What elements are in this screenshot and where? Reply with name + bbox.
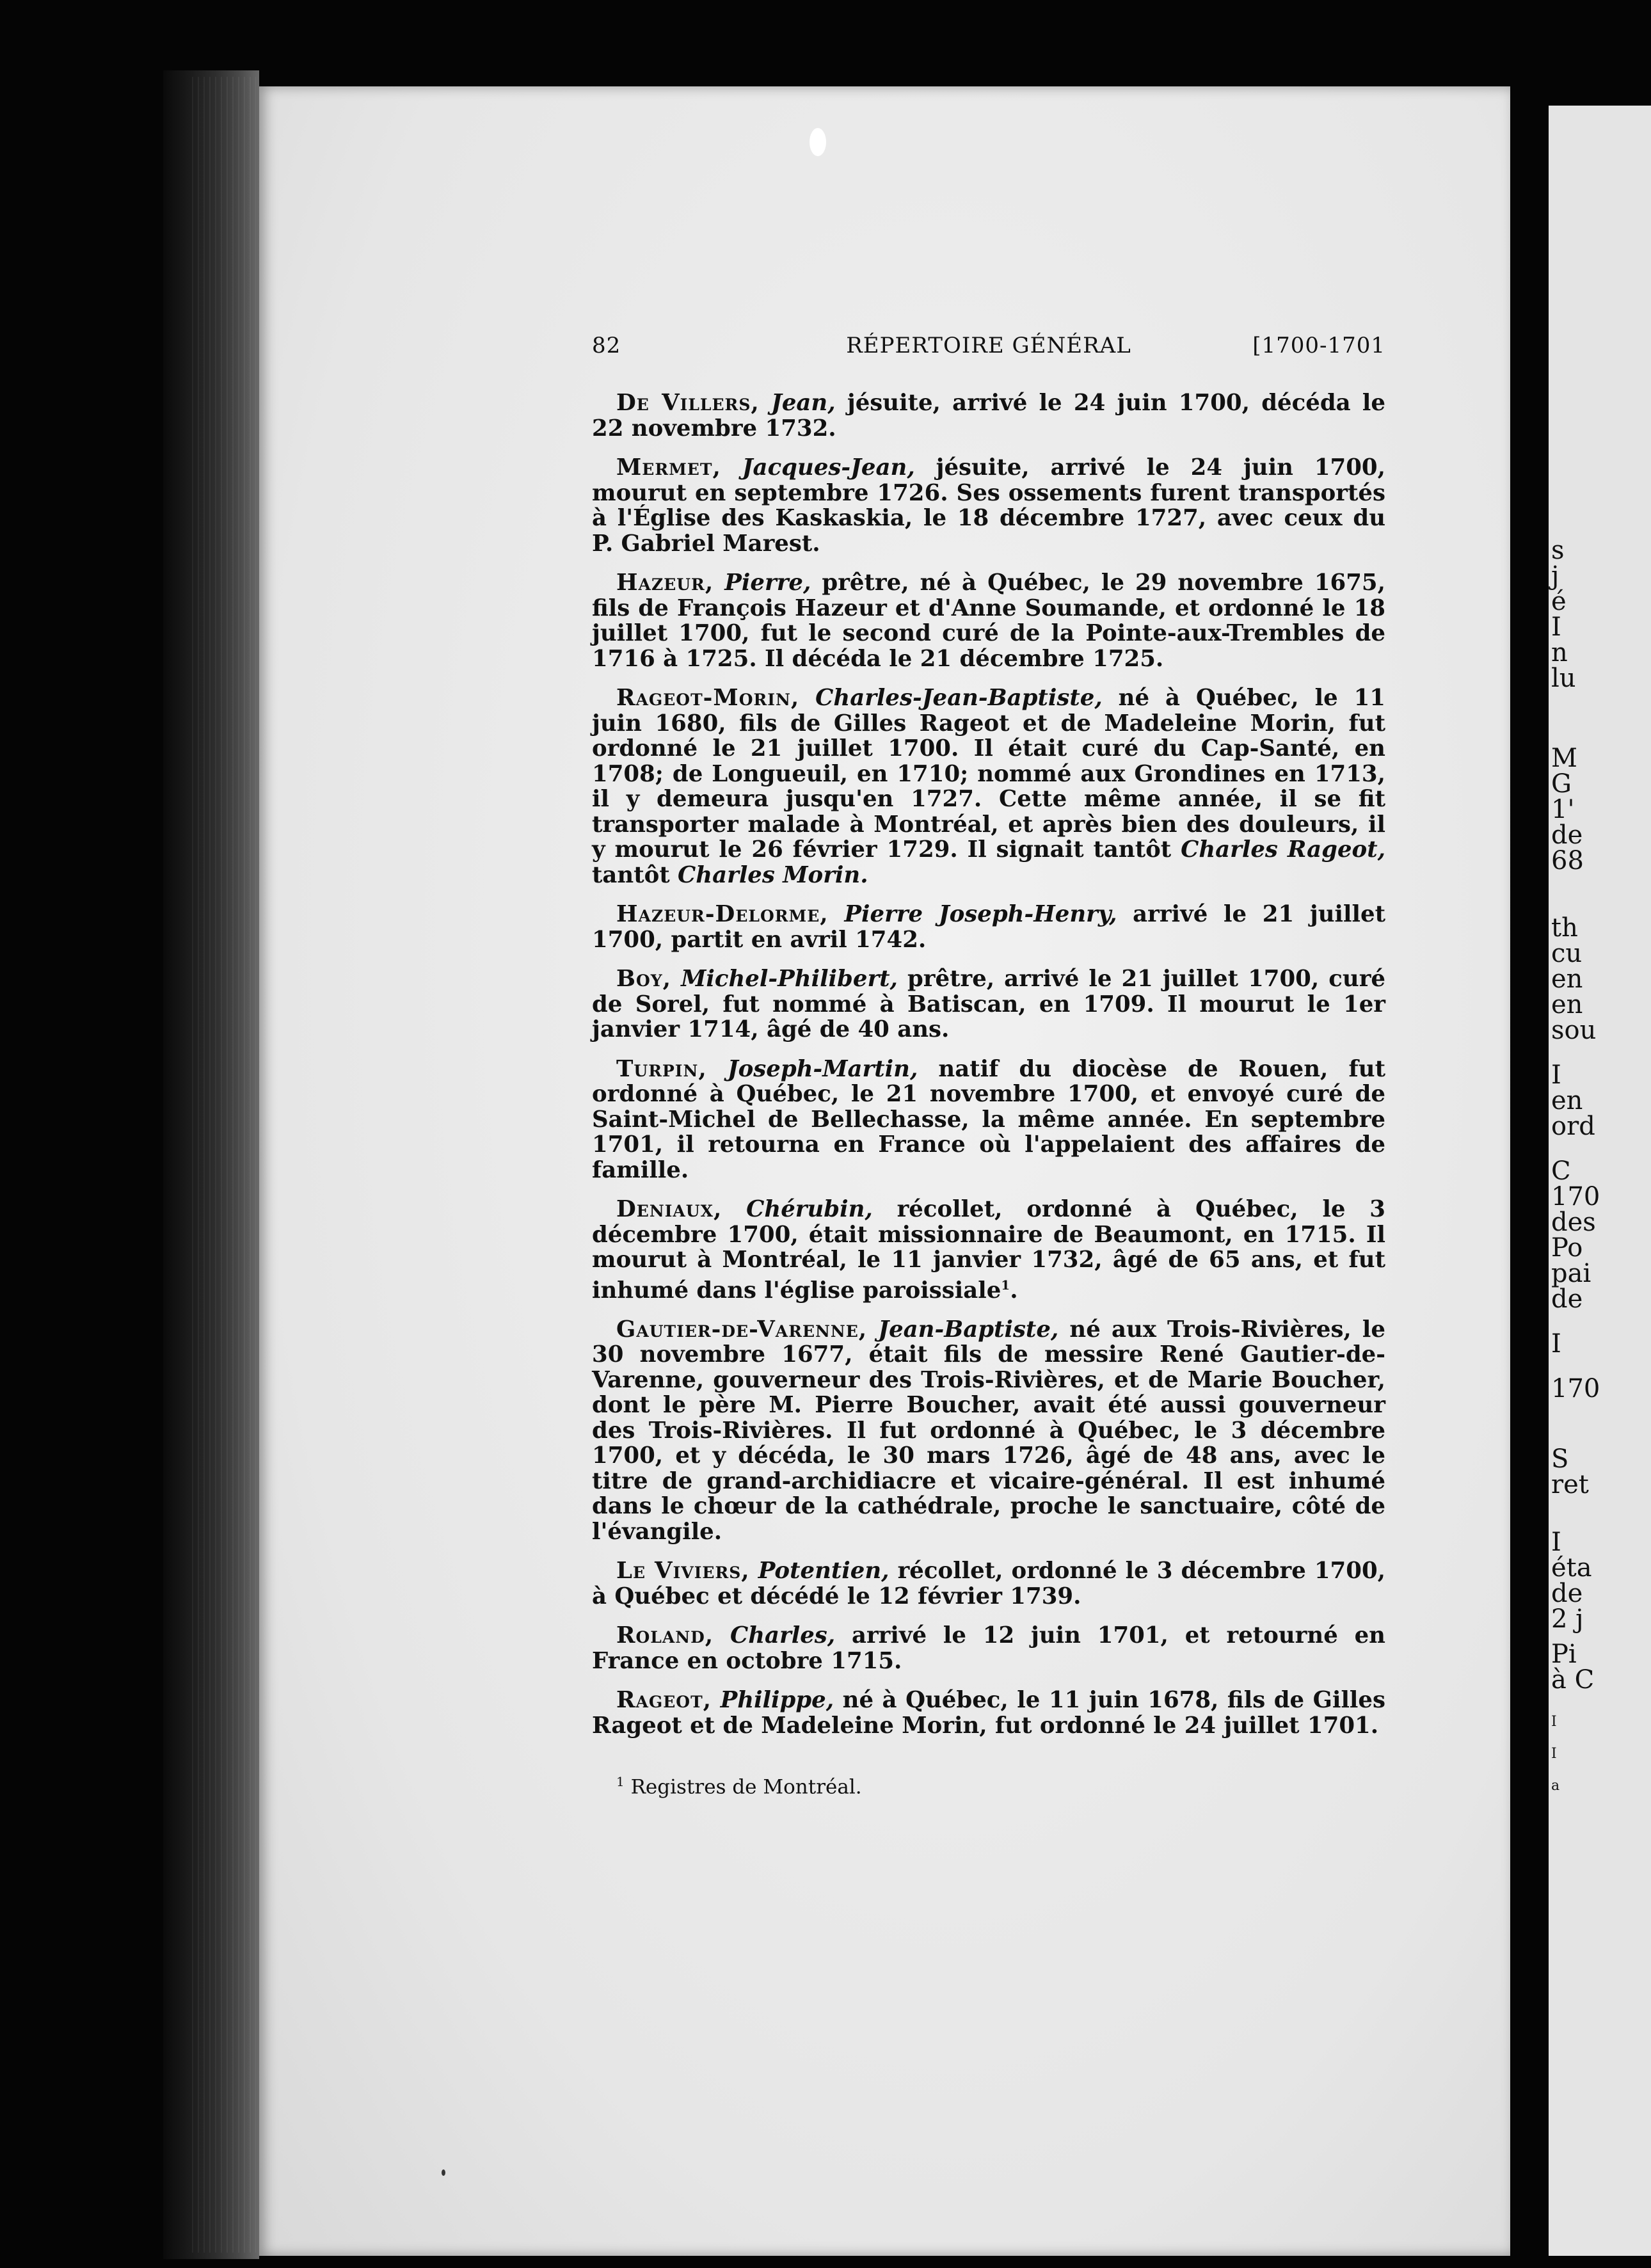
entry-text: né aux Trois-Rivières, le 30 novembre 1677, était fils de messire René Gautier-de-Varenne, gouverneur des Trois-Rivières, et de Marie Boucher, dont le père M. Pierre Boucher, avait été aussi gouverneur des Trois-Rivières. Il fut ordonné à Québec, le 3 décembre 1700, et y décéda, le 30 mars 1726, âgé de 48 ans, avec le titre de grand-archidiacre et vicaire-général. Il est inhumé dans le chœur de la cathédrale, proche le sanctuaire, côté de l'évangile. [592, 1316, 1385, 1545]
entry-surname: Le Viviers, [616, 1558, 750, 1585]
right-fragment-line: I [1551, 1746, 1557, 1762]
biography-entry [592, 570, 1385, 671]
right-fragment-line: a [1551, 1778, 1560, 1794]
footnote-spacer [592, 1752, 1385, 1774]
biography-entry [592, 685, 1385, 888]
right-fragment-line: S [1551, 1444, 1569, 1474]
entry-surname: Roland, [616, 1622, 714, 1649]
footnote-marker: 1 [616, 1774, 625, 1790]
entry-alias: Charles Rageot, [1181, 836, 1385, 863]
right-fragment-line: 68 [1551, 846, 1584, 875]
entry-given-name: Jacques-Jean, [742, 454, 915, 481]
entry-surname: Turpin, [616, 1055, 707, 1082]
entry-text: prêtre, arrivé le 21 juillet 1700, curé de Sorel, fut nommé à Batiscan, en 1709. Il mourut le 1er janvier 1714, âgé de 40 ans. [592, 966, 1386, 1042]
entry-surname: Hazeur-Delorme, [616, 901, 829, 927]
entry-given-name: Pierre, [724, 570, 811, 596]
entry-text: récollet, ordonné à Québec, le 3 décembre 1700, était missionnaire de Beaumont, en 1715. Il mourut à Montréal, le 11 janvier 1732, âgé de 65 ans, et fut inhumé dans l'église paroissiale [592, 1196, 1386, 1304]
right-fragment-line: de [1551, 820, 1583, 850]
footnote [592, 1774, 1385, 1798]
right-fragment-line: en [1551, 964, 1583, 994]
right-fragment-line: s [1551, 536, 1565, 565]
entry-text: né à Québec, le 11 juin 1678, fils de Gilles Rageot et de Madeleine Morin, fut ordonné le 24 juillet 1701. [592, 1687, 1385, 1739]
right-fragment-line: en [1551, 1086, 1583, 1115]
right-fragment-line: I [1551, 1528, 1561, 1557]
right-fragment-line: I [1551, 1060, 1561, 1090]
right-fragment-line: th [1551, 913, 1578, 943]
right-fragment-line: ret [1551, 1470, 1589, 1499]
biography-entry [592, 966, 1385, 1042]
entry-alias: Charles Morin. [678, 861, 868, 888]
entry-surname: Hazeur, [616, 570, 714, 596]
right-fragment-line: 170 [1551, 1374, 1600, 1403]
entry-text: natif du diocèse de Rouen, fut ordonné à Québec, le 21 novembre 1700, et envoyé curé de Saint-Michel de Bellechasse, la même année. En septembre 1701, il retourna en France où l'appelaient des affaires de famille. [592, 1055, 1386, 1183]
right-fragment-line: sou [1551, 1016, 1597, 1045]
right-fragment-line: des [1551, 1208, 1596, 1237]
entry-text: tantôt [592, 861, 678, 888]
biography-entry [592, 1057, 1385, 1183]
biography-entry [592, 1317, 1385, 1545]
entry-text: . [1010, 1277, 1018, 1304]
entry-given-name: Jean, [771, 390, 836, 416]
right-fragment-line: I [1551, 1714, 1557, 1730]
page-edges [192, 77, 256, 2253]
right-fragment-line: ord [1551, 1112, 1595, 1141]
right-fragment-line: I [1551, 1329, 1561, 1359]
entry-given-name: Chérubin, [746, 1196, 873, 1222]
right-fragment-line: Po [1551, 1233, 1583, 1263]
entry-surname: De Villers, [616, 390, 760, 416]
right-fragment-line: lu [1551, 664, 1576, 693]
right-fragment-line: 170 [1551, 1182, 1600, 1211]
entry-surname: Boy, [616, 966, 671, 992]
footnote-reference: 1 [1001, 1277, 1010, 1293]
entry-given-name: Michel-Philibert, [681, 966, 898, 992]
right-fragment-line: cu [1551, 939, 1583, 968]
date-range: [1700-1701 [1252, 333, 1385, 358]
entry-given-name: Joseph-Martin, [727, 1055, 918, 1082]
running-title: RÉPERTOIRE GÉNÉRAL [846, 333, 1131, 358]
right-fragment-line: I [1551, 612, 1561, 642]
right-fragment-line: M [1551, 744, 1577, 773]
right-fragment-line: de [1551, 1284, 1583, 1314]
entry-text: récollet, ordonné le 3 décembre 1700, à Québec et décédé le 12 février 1739. [592, 1558, 1385, 1609]
biography-entry [592, 902, 1385, 952]
right-fragment-line: 2 j [1551, 1604, 1584, 1634]
entry-text: né à Québec, le 11 juin 1680, fils de Gilles Rageot et de Madeleine Morin, fut ordonné le 21 juillet 1700. Il était curé du Cap-Santé, en 1708; de Longueuil, en 1710; nommé aux Grondines en 1713, il y demeura jusqu'en 1727. Cette même année, il se fit transporter malade à Montréal, et après bien des douleurs, il y mourut le 26 février 1729. Il signait tantôt [592, 685, 1386, 863]
entry-text: jésuite, arrivé le 24 juin 1700, mourut en septembre 1726. Ses ossements furent transportés à l'Église des Kaskaskia, le 18 décembre 1727, avec ceux du P. Gabriel Marest. [592, 454, 1385, 557]
entry-text: jésuite, arrivé le 24 juin 1700, décéda le 22 novembre 1732. [592, 390, 1386, 442]
entry-given-name: Potentien, [758, 1558, 889, 1585]
entry-surname: Mermet, [616, 454, 721, 481]
entry-given-name: Philippe, [720, 1687, 834, 1714]
scan-artifact [810, 128, 826, 156]
right-fragment-line: à C [1551, 1665, 1595, 1695]
right-fragment-line: n [1551, 638, 1568, 667]
right-fragment-line: C [1551, 1156, 1571, 1186]
page-text [592, 333, 1385, 1799]
right-fragment-line: j [1551, 561, 1559, 591]
biography-entry [592, 1688, 1385, 1738]
entry-surname: Rageot-Morin, [616, 685, 800, 711]
right-fragment-line: Pi [1551, 1640, 1577, 1669]
footnote-text: Registres de Montréal. [624, 1775, 862, 1799]
running-head [592, 333, 1385, 365]
entry-text: arrivé le 12 juin 1701, et retourné en France en octobre 1715. [592, 1622, 1385, 1674]
entry-surname: Rageot, [616, 1687, 712, 1714]
right-page-fragment [1549, 106, 1651, 2256]
right-fragment-line: 1' [1551, 795, 1575, 824]
right-fragment-line: é [1551, 587, 1567, 616]
scan-artifact [442, 2169, 445, 2176]
biography-entry [592, 1558, 1385, 1609]
entry-surname: Gautier-de-Varenne, [616, 1316, 868, 1343]
biography-entry [592, 1197, 1385, 1303]
right-fragment-line: G [1551, 769, 1572, 799]
entry-given-name: Pierre Joseph-Henry, [844, 901, 1117, 927]
entry-given-name: Charles-Jean-Baptiste, [815, 685, 1103, 711]
entry-text: prêtre, né à Québec, le 29 novembre 1675, fils de François Hazeur et d'Anne Soumande, et ordonné le 18 juillet 1700, fut le second curé de la Pointe-aux-Trembles de 1716 à 1725. Il décéda le 21 décembre 1725. [592, 570, 1385, 672]
entry-surname: Deniaux, [616, 1196, 722, 1222]
right-fragment-line: en [1551, 990, 1583, 1019]
page-number: 82 [592, 333, 621, 358]
biography-entry [592, 390, 1385, 441]
right-fragment-line: de [1551, 1579, 1583, 1608]
entry-given-name: Jean-Baptiste, [878, 1316, 1059, 1343]
biography-entry [592, 1623, 1385, 1673]
right-fragment-line: éta [1551, 1553, 1592, 1583]
entry-text: arrivé le 21 juillet 1700, partit en avril 1742. [592, 901, 1386, 953]
right-fragment-line: pai [1551, 1259, 1591, 1288]
entry-given-name: Charles, [730, 1622, 836, 1649]
biography-entry [592, 455, 1385, 556]
